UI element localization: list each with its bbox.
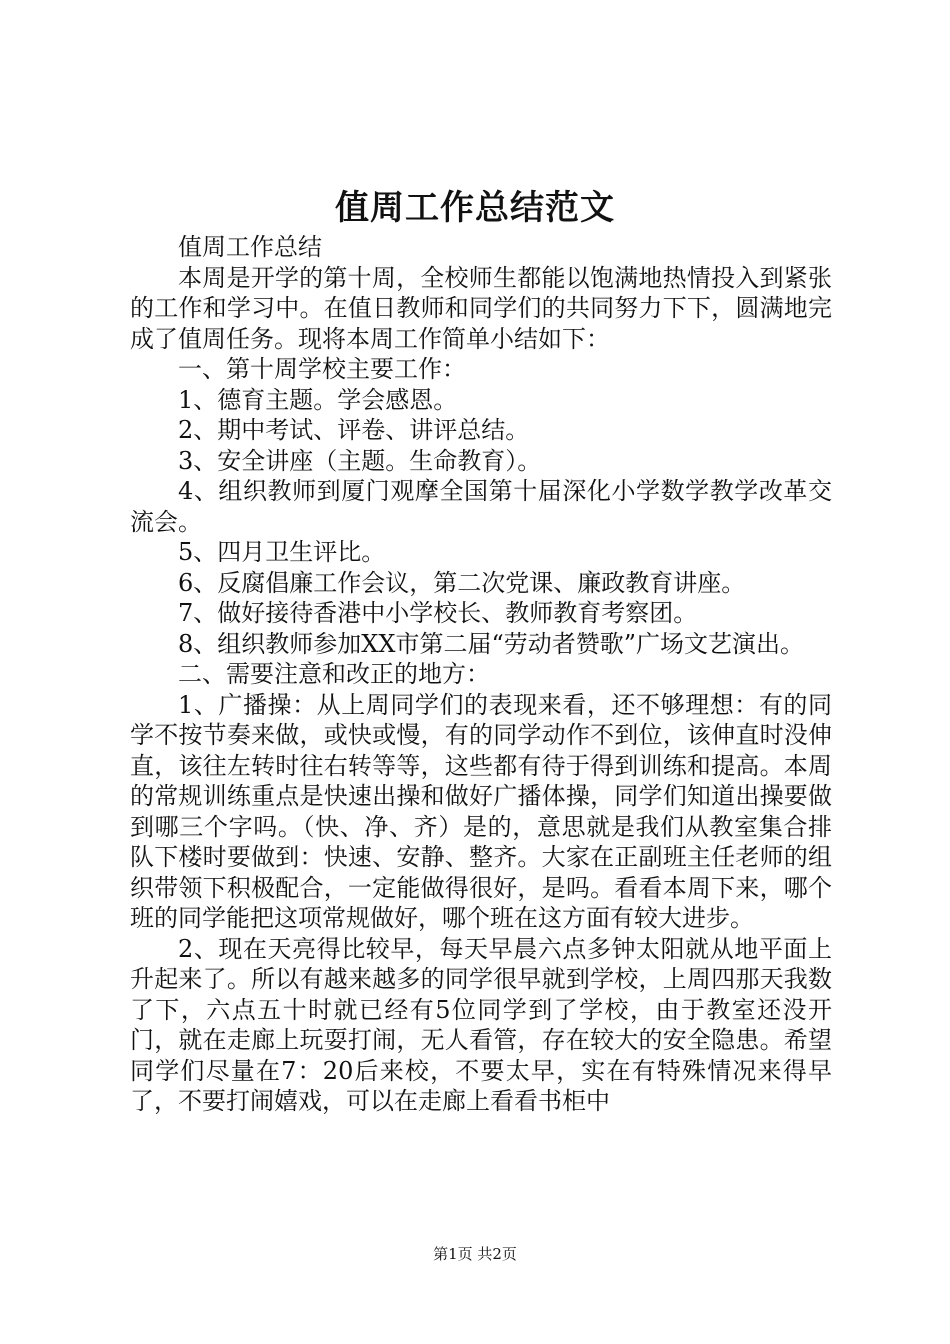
intro-paragraph: 本周是开学的第十周，全校师生都能以饱满地热情投入到紧张的工作和学习中。在值日教师和同学们的共同努力下下，圆满地完成了值周任务。现将本周工作简单小结如下： <box>130 263 832 353</box>
work-item-1: 1、德育主题。学会感恩。 <box>178 385 458 414</box>
work-item-4: 4、组织教师到厦门观摩全国第十届深化小学数学教学改革交流会。 <box>130 477 832 536</box>
section-heading-summary: 值周工作总结 <box>178 233 322 261</box>
work-item-8: 8、组织教师参加XX市第二届“劳动者赞歌”广场文艺演出。 <box>178 629 804 658</box>
improvement-item-1: 1、广播操：从上周同学们的表现来看，还不够理想：有的同学不按节奏来做，或快或慢，有的同学动作不到位，该伸直时没伸直，该往左转时往右转等等，这些都有待于得到训练和提高。本周的常规训练重点是快速出操和做好广播体操，同学们知道出操要做到哪三个字吗。（快、净、齐）是的，意思就是我们从教室集合排队下楼时要做到：快速、安静、整齐。大家在正副班主任老师的组织带领下积极配合，一定能做得很好，是吗。看看本周下来，哪个班的同学能把这项常规做好，哪个班在这方面有较大进步。 <box>130 690 832 932</box>
page-footer: 第1页 共2页 <box>433 1245 517 1263</box>
work-item-3: 3、安全讲座（主题。生命教育）。 <box>178 446 542 475</box>
work-item-7: 7、做好接待香港中小学校长、教师教育考察团。 <box>178 599 698 627</box>
work-item-5: 5、四月卫生评比。 <box>178 538 386 566</box>
document-body <box>130 232 832 1117</box>
document-title: 值周工作总结范文 <box>335 188 615 228</box>
work-item-2: 2、期中考试、评卷、讲评总结。 <box>178 416 530 444</box>
section-heading-main-work: 一、第十周学校主要工作： <box>178 355 466 383</box>
improvement-item-2: 2、现在天亮得比较早，每天早晨六点多钟太阳就从地平面上升起来了。所以有越来越多的同学很早就到学校，上周四那天我数了下，六点五十时就已经有5位同学到了学校，由于教室还没开门，就在走廊上玩耍打闹，无人看管，存在较大的安全隐患。希望同学们尽量在7：20后来校，不要太早，实在有特殊情况来得早了，不要打闹嬉戏，可以在走廊上看看书柜中 <box>130 934 832 1115</box>
section-heading-improvements: 二、需要注意和改正的地方： <box>178 660 490 688</box>
work-item-6: 6、反腐倡廉工作会议，第二次党课、廉政教育讲座。 <box>178 568 746 597</box>
